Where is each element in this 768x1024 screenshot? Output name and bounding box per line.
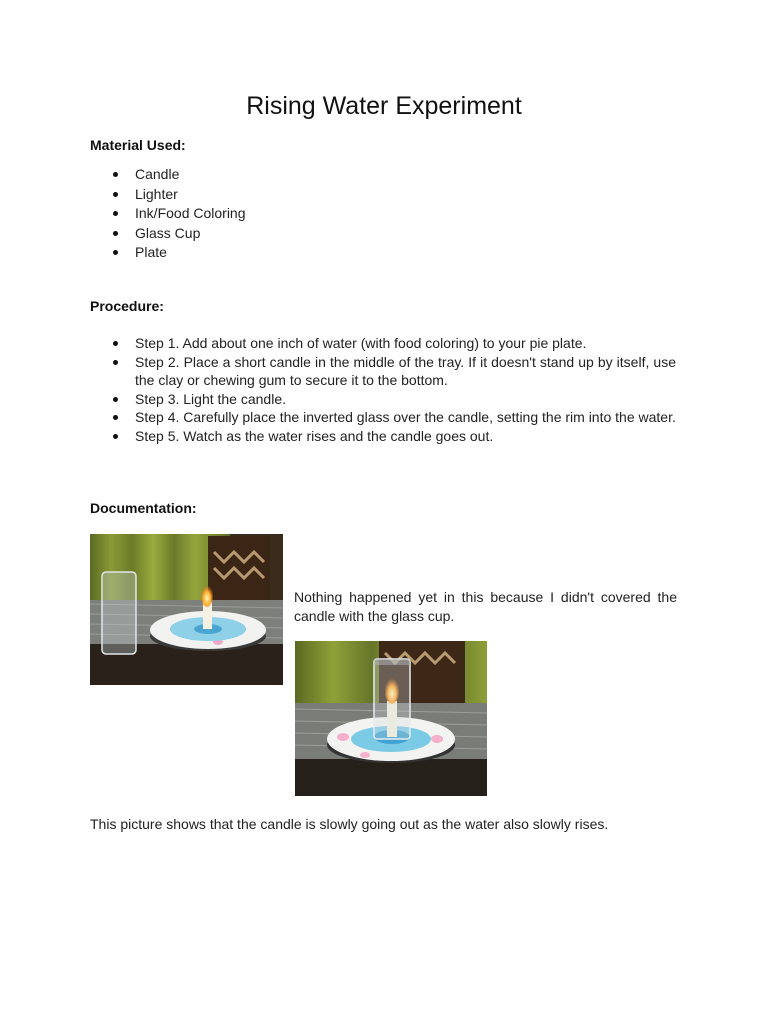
materials-item: Candle	[90, 165, 390, 185]
materials-item: Plate	[90, 243, 390, 263]
materials-item: Lighter	[90, 185, 390, 205]
procedure-step: Step 3. Light the candle.	[90, 390, 676, 409]
photo-caption-uncovered: Nothing happened yet in this because I didn't covered the candle with the glass cup.	[294, 589, 677, 624]
procedure-step: Step 4. Carefully place the inverted glass over the candle, setting the rim into the water.	[90, 408, 676, 427]
procedure-list	[90, 334, 676, 445]
experiment-photo-uncovered	[90, 534, 283, 685]
procedure-step: Step 5. Watch as the water rises and the candle goes out.	[90, 427, 676, 446]
procedure-step: Step 1. Add about one inch of water (with food coloring) to your pie plate.	[90, 334, 676, 353]
materials-item: Ink/Food Coloring	[90, 204, 390, 224]
document-title: Rising Water Experiment	[246, 92, 522, 120]
documentation-heading: Documentation:	[90, 500, 197, 516]
photo-caption-covered: This picture shows that the candle is slowly going out as the water also slowly rises.	[90, 816, 609, 832]
materials-heading: Material Used:	[90, 137, 186, 153]
experiment-photo-covered	[295, 641, 487, 796]
procedure-heading: Procedure:	[90, 298, 164, 314]
materials-list	[90, 165, 390, 263]
materials-item: Glass Cup	[90, 224, 390, 244]
procedure-step: Step 2. Place a short candle in the middle of the tray. If it doesn't stand up by itself, use the clay or chewing gum to secure it to the bottom.	[90, 353, 676, 390]
